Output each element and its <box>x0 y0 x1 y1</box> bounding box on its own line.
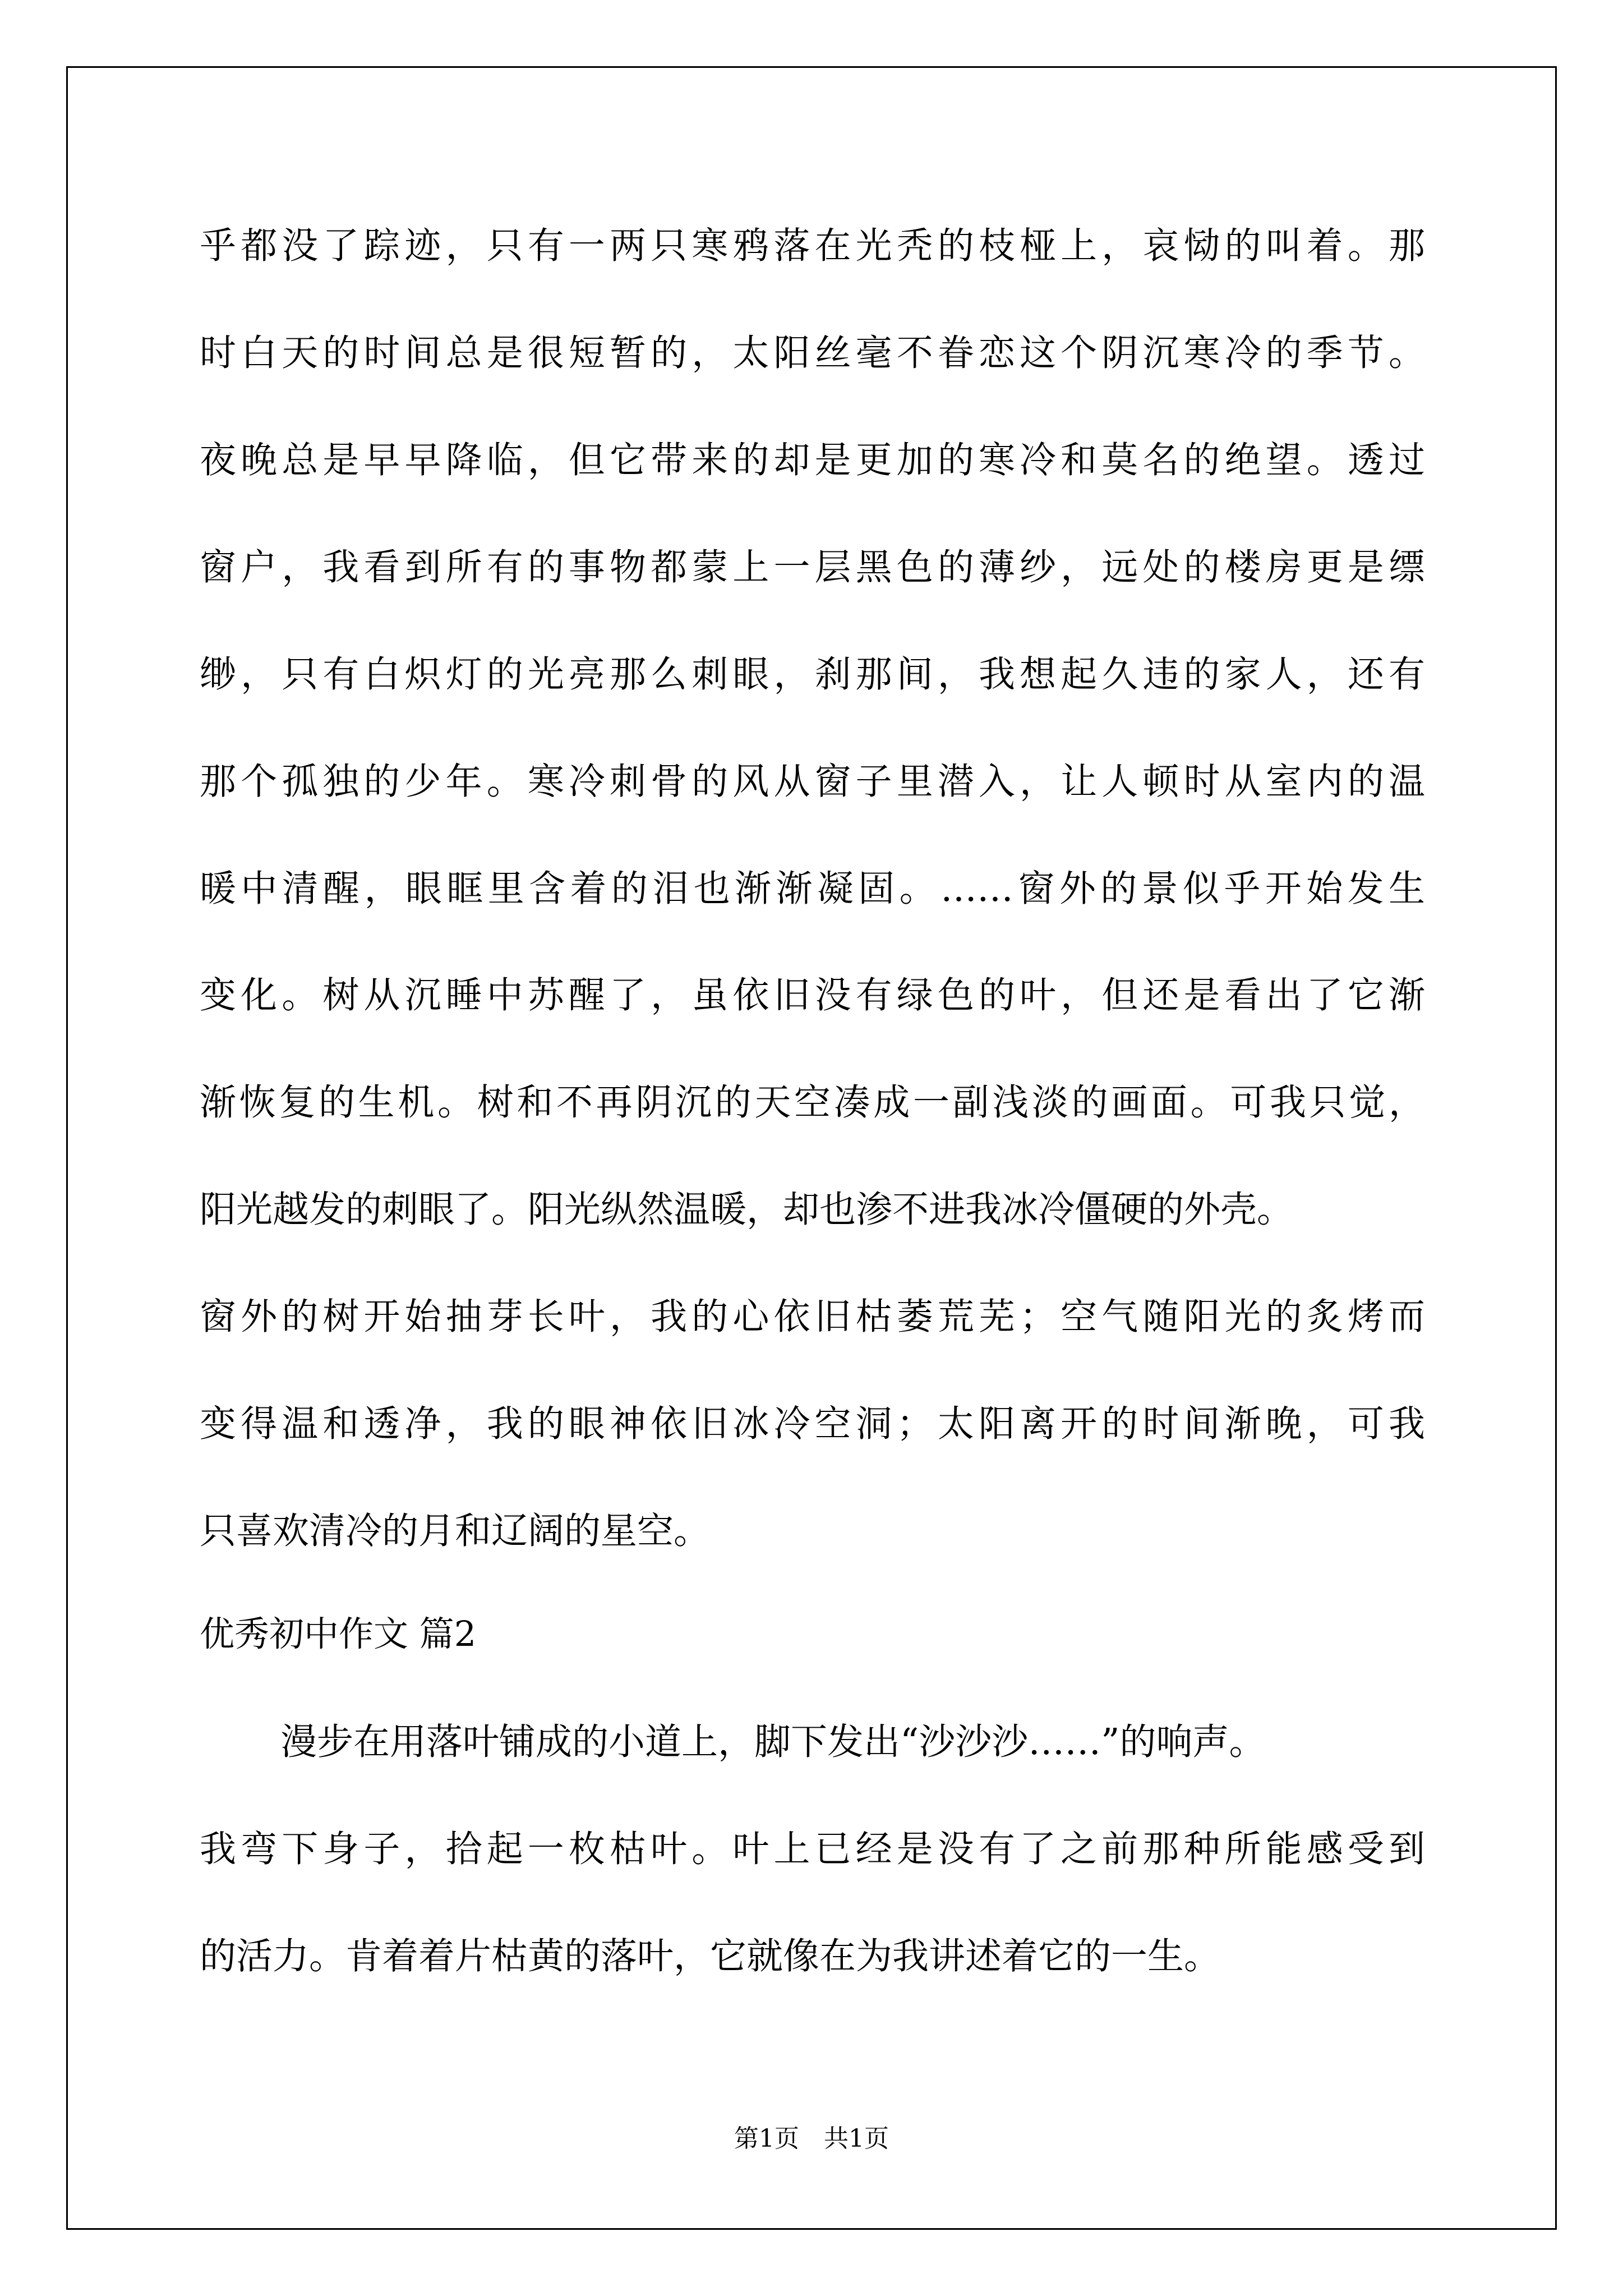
text-line: 时白天的时间总是很短暂的，太阳丝毫不眷恋这个阴沉寒冷的季节。 <box>200 332 1425 374</box>
paragraph-line: 漫步在用落叶铺成的小道上，脚下发出“沙沙沙……”的响声。 <box>280 1721 1266 1763</box>
text-line: 变化。树从沉睡中苏醒了，虽依旧没有绿色的叶，但还是看出了它渐 <box>200 974 1425 1016</box>
text-line: 暖中清醒，眼眶里含着的泪也渐渐凝固。……窗外的景似乎开始发生 <box>200 868 1425 910</box>
text-line: 渐恢复的生机。树和不再阴沉的天空凑成一副浅淡的画面。可我只觉， <box>200 1082 1425 1124</box>
text-line: 窗外的树开始抽芽长叶，我的心依旧枯萎荒芜；空气随阳光的炙烤而 <box>200 1296 1425 1338</box>
text-line: 缈，只有白炽灯的光亮那么刺眼，刹那间，我想起久违的家人，还有 <box>200 654 1425 696</box>
text-line: 窗户，我看到所有的事物都蒙上一层黑色的薄纱，远处的楼房更是缥 <box>200 546 1425 588</box>
section-heading: 优秀初中作文 篇2 <box>200 1613 477 1654</box>
text-line: 变得温和透净，我的眼神依旧冰冷空洞；太阳离开的时间渐晚，可我 <box>200 1403 1425 1445</box>
text-line: 阳光越发的刺眼了。阳光纵然温暖，却也渗不进我冰冷僵硬的外壳。 <box>200 1189 1294 1231</box>
paragraph-line: 的活力。肯着着片枯黄的落叶，它就像在为我讲述着它的一生。 <box>200 1935 1221 1977</box>
text-line: 夜晚总是早早降临，但它带来的却是更加的寒冷和莫名的绝望。透过 <box>200 439 1425 481</box>
paragraph-line: 我弯下身子，拾起一枚枯叶。叶上已经是没有了之前那种所能感受到 <box>200 1828 1425 1870</box>
page-number-footer: 第1页 共1页 <box>734 2124 889 2153</box>
page-border <box>66 66 1557 2230</box>
text-line: 那个孤独的少年。寒冷刺骨的风从窗子里潜入，让人顿时从室内的温 <box>200 761 1425 803</box>
text-line: 乎都没了踪迹，只有一两只寒鸦落在光秃的枝桠上，哀恸的叫着。那 <box>200 225 1425 267</box>
text-line: 只喜欢清冷的月和辽阔的星空。 <box>200 1510 711 1552</box>
